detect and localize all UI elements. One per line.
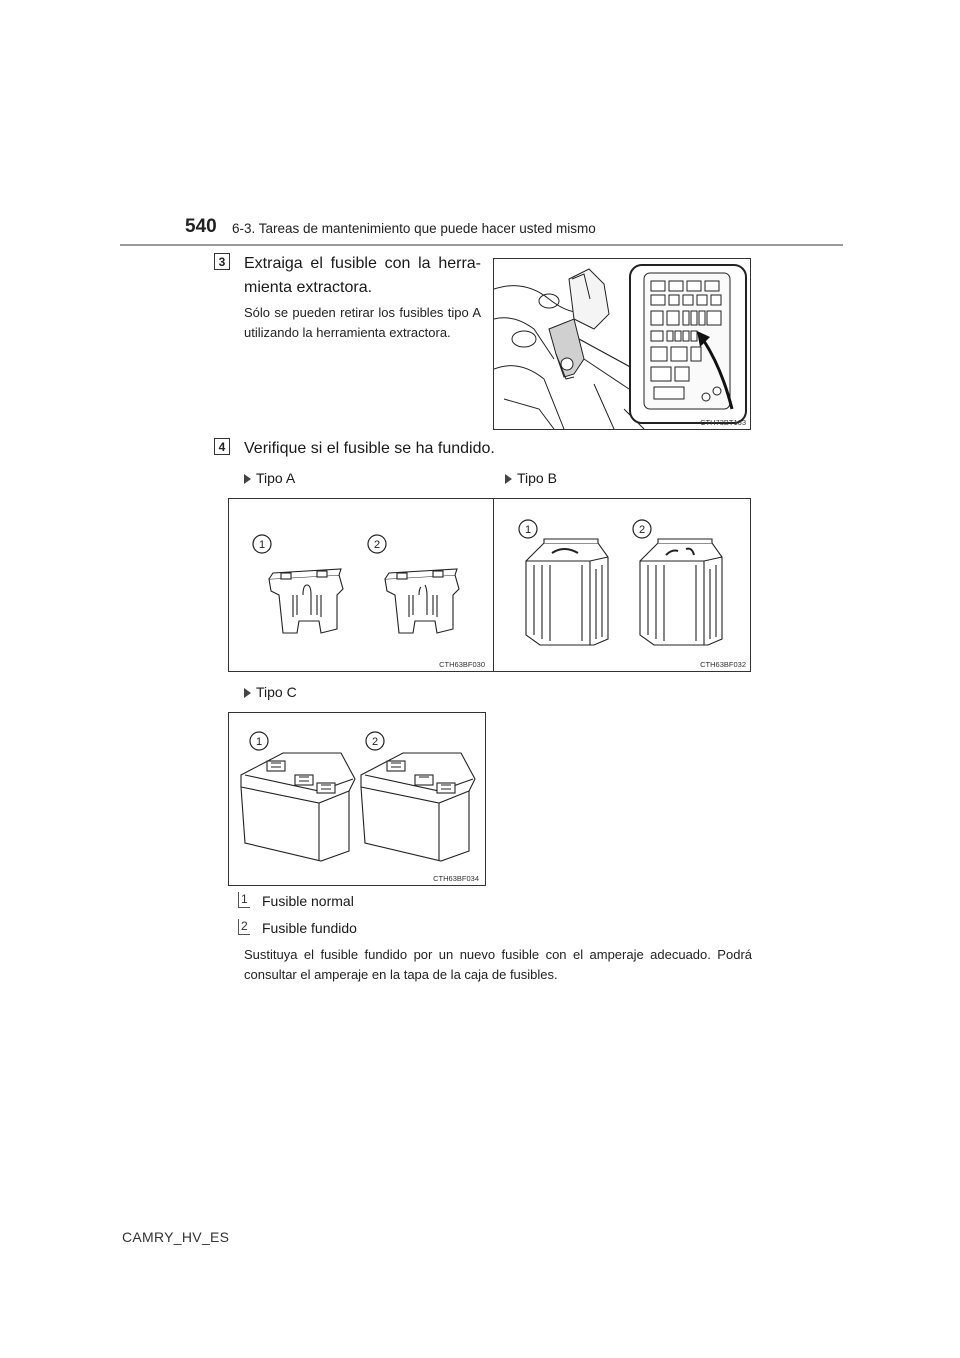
callout-1: 1 (255, 736, 263, 748)
bullet-arrow-icon (244, 688, 251, 698)
footer-model-code: CAMRY_HV_ES (122, 1229, 230, 1245)
legend-number: 2 (238, 919, 250, 935)
legend-text-normal: Fusible normal (262, 893, 354, 909)
step-3-note: Sólo se pueden retirar los fusibles tipo A utilizando la herramienta extractora. (244, 305, 481, 340)
callout-1: 1 (524, 524, 532, 536)
step-badge-4: 4 (214, 438, 230, 455)
header-divider (120, 244, 843, 246)
legend-number: 1 (238, 892, 250, 908)
figure-code: CTH63BF032 (700, 660, 746, 669)
legend-text-blown: Fusible fundido (262, 920, 357, 936)
figure-code: CTH63BF030 (439, 660, 485, 669)
type-c-drawing (229, 713, 485, 885)
page-number: 540 (185, 216, 217, 237)
type-c-illustration (228, 712, 486, 886)
callout-2: 2 (373, 539, 381, 551)
fuse-box-drawing (494, 259, 750, 429)
step-3-instruction: Extraiga el fusible con la herra-mienta extractora. (244, 255, 481, 296)
step-badge-3: 3 (214, 253, 230, 270)
replacement-note: Sustituya el fusible fundido por un nuevo fusible con el amperaje adecuado. Podrá consultar el amperaje en la tapa de la caja de fusibles. (244, 947, 752, 982)
type-b-label: Tipo B (517, 470, 557, 486)
fuse-box-illustration (493, 258, 751, 430)
callout-1: 1 (258, 539, 266, 551)
type-a-illustration (228, 498, 494, 672)
bullet-arrow-icon (244, 474, 251, 484)
figure-code: CTH73BT163 (700, 418, 746, 427)
figure-code: CTH63BF034 (433, 874, 479, 883)
callout-2: 2 (638, 524, 646, 536)
callout-2: 2 (371, 736, 379, 748)
type-a-drawing (229, 499, 493, 671)
step-4-instruction: Verifique si el fusible se ha fundido. (244, 440, 495, 457)
type-b-illustration (493, 498, 751, 672)
type-b-drawing (494, 499, 750, 671)
type-c-label: Tipo C (256, 684, 297, 700)
bullet-arrow-icon (505, 474, 512, 484)
type-a-label: Tipo A (256, 470, 296, 486)
section-title: 6-3. Tareas de mantenimiento que puede hacer usted mismo (232, 221, 596, 236)
